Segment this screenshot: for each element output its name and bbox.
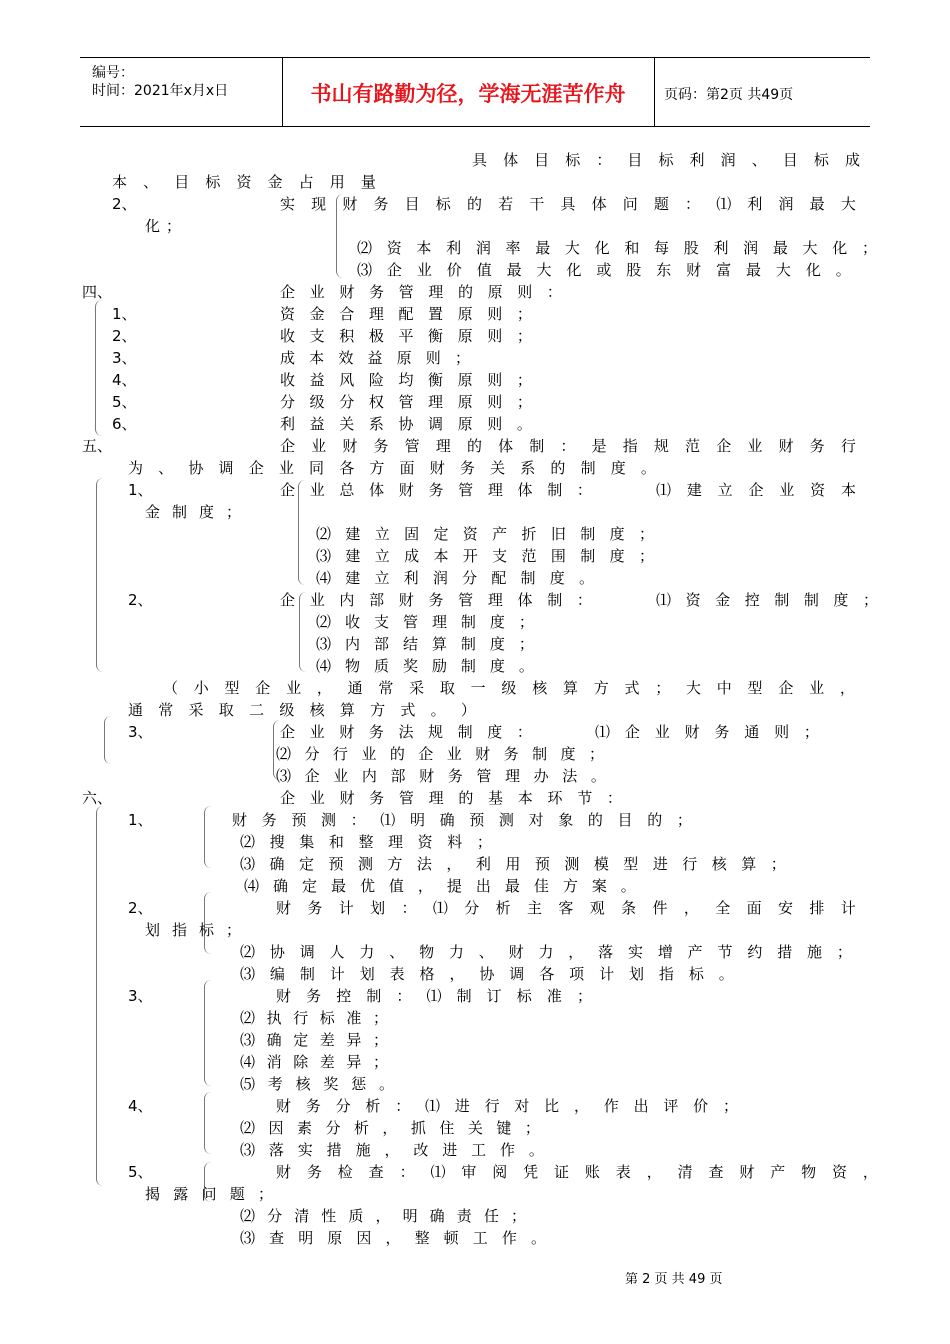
header-divider-2 [654,57,655,126]
body-text-line: ⑵ 收 支 管 理 制 度 ； [316,613,534,631]
item-number: 4、 [112,371,137,389]
body-text-line: ⑷ 物 质 奖 励 制 度 。 [316,657,534,675]
body-text-line: ⑷ 确 定 最 优 值 ， 提 出 最 佳 方 案 。 [244,877,636,895]
section-number: 五、 [82,437,113,455]
section-heading: 企 业 财 务 管 理 的 体 制 ： 是 指 规 范 企 业 财 务 行 [280,437,856,455]
body-text-line: ⑶ 落 实 措 施 ， 改 进 工 作 。 [240,1141,544,1159]
body-text-line: ⑴ 建 立 企 业 资 本 [656,481,856,499]
body-text-line: 企 业 总 体 财 务 管 理 体 制 ： [280,481,592,499]
body-text-line: 金 制 度 ； [145,503,241,521]
body-text-line: 企 业 财 务 法 规 制 度 ： [280,723,532,741]
body-text-line: ⑶ 建 立 成 本 开 支 范 围 制 度 ； [316,547,654,565]
body-text-line: ⑷ 建 立 利 润 分 配 制 度 。 [316,569,594,587]
body-text-line: ⑶ 查 明 原 因 ， 整 顿 工 作 。 [240,1229,546,1247]
body-text-line: ⑵ 因 素 分 析 ， 抓 住 关 键 ； [240,1119,540,1137]
body-text-line: 利 益 关 系 协 调 原 则 。 [280,415,532,433]
section-heading: 企 业 财 务 管 理 的 原 则 ： [280,283,562,301]
body-text-line: 揭 露 问 题 ； [145,1185,273,1203]
brace-decoration [204,980,211,1086]
body-text-line: ⑵ 分 行 业 的 企 业 财 务 制 度 ； [276,745,604,763]
item-number: 5、 [112,393,137,411]
item-number: 5、 [128,1163,153,1181]
item-number: 1、 [128,481,153,499]
item-number: 3、 [128,723,153,741]
brace-decoration [96,478,103,672]
body-text-line: 划 指 标 ； [145,921,241,939]
body-text-line: ⑵ 建 立 固 定 资 产 折 旧 制 度 ； [316,525,654,543]
header-top-rule [80,57,870,58]
brace-decoration [95,300,102,436]
document-number-label: 编号： [92,65,134,81]
body-text-line: 财 务 计 划 ： ⑴ 分 析 主 客 观 条 件 ， 全 面 安 排 计 [276,899,856,917]
section-number: 四、 [82,283,113,301]
body-text-line: 资 金 合 理 配 置 原 则 ； [280,305,532,323]
body-text-line: 具 体 目 标 ： 目 标 利 润 、 目 标 成 [472,151,860,169]
item-number: 2、 [112,195,137,213]
body-text-line: 财 务 预 测 ： ⑴ 明 确 预 测 对 象 的 目 的 ； [232,811,692,829]
page-number-label: 页码：第2页 共49页 [664,87,794,103]
brace-decoration [204,1092,211,1154]
body-text-line: ⑴ 企 业 财 务 通 则 ； [595,723,819,741]
body-text-line: ⑶ 确 定 预 测 方 法 ， 利 用 预 测 模 型 进 行 核 算 ； [240,855,786,873]
body-text-line: ⑶ 确 定 差 异 ； [240,1031,388,1049]
document-time-label: 时间：2021年x月x日 [92,83,229,99]
body-text-line: 财 务 控 制 ： ⑴ 制 订 标 准 ； [276,987,592,1005]
body-text-line: ⑴ 资 金 控 制 制 度 ； [656,591,878,609]
body-text-line: 成 本 效 益 原 则 ； [280,349,470,367]
body-text-line: 实 现 财 务 目 标 的 若 干 具 体 问 题 ： ⑴ 利 润 最 大 [280,195,856,213]
body-text-line: ⑶ 企 业 价 值 最 大 化 或 股 东 财 富 最 大 化 。 [357,261,851,279]
body-text-line: 化 ； [145,217,181,235]
body-text-line: 为 、 协 调 企 业 同 各 方 面 财 务 关 系 的 制 度 。 [128,459,656,477]
item-number: 6、 [112,415,137,433]
body-text-line: 财 务 分 析 ： ⑴ 进 行 对 比 ， 作 出 评 价 ； [276,1097,738,1115]
body-text-line: ⑶ 内 部 结 算 制 度 ； [316,635,534,653]
body-text-line: ⑵ 搜 集 和 整 理 资 料 ； [240,833,492,851]
brace-decoration [104,716,111,764]
section-heading: 企 业 财 务 管 理 的 基 本 环 节 ： [280,789,622,807]
body-text-line: ⑶ 企 业 内 部 财 务 管 理 办 法 。 [276,767,606,785]
body-text-line: 收 支 积 极 平 衡 原 则 ； [280,327,532,345]
body-text-line: ⑵ 资 本 利 润 率 最 大 化 和 每 股 利 润 最 大 化 ； [357,239,877,257]
body-text-line: 分 级 分 权 管 理 原 则 ； [280,393,532,411]
brace-decoration [204,806,211,868]
item-number: 2、 [128,591,153,609]
item-number: 4、 [128,1097,153,1115]
body-text-line: ⑵ 分 清 性 质 ， 明 确 责 任 ； [240,1207,526,1225]
header-motto: 书山有路勤为径，学海无涯苦作舟 [310,82,626,106]
body-text-line: ⑷ 消 除 差 异 ； [240,1053,388,1071]
body-text-line: 财 务 检 查 ： ⑴ 审 阅 凭 证 账 表 ， 清 查 财 产 物 资 ， [276,1163,878,1181]
body-text-line: ⑶ 编 制 计 划 表 格 ， 协 调 各 项 计 划 指 标 。 [240,965,734,983]
body-text-line: 通 常 采 取 二 级 核 算 方 式 。 ） [128,701,476,719]
item-number: 2、 [128,899,153,917]
item-number: 3、 [112,349,137,367]
footer-page-number: 第 2 页 共 49 页 [625,1272,723,1287]
body-text-line: （ 小 型 企 业 ， 通 常 采 取 一 级 核 算 方 式 ； 大 中 型 企 业 ， [163,679,855,697]
header-bottom-rule [80,126,870,127]
item-number: 2、 [112,327,137,345]
body-text-line: ⑵ 协 调 人 力 、 物 力 、 财 力 ， 落 实 增 产 节 约 措 施 ； [240,943,852,961]
item-number: 1、 [128,811,153,829]
item-number: 1、 [112,305,137,323]
section-number: 六、 [82,789,113,807]
body-text-line: ⑵ 执 行 标 准 ； [240,1009,388,1027]
body-text-line: 收 益 风 险 均 衡 原 则 ； [280,371,532,389]
body-text-line: 企 业 内 部 财 务 管 理 体 制 ： [280,591,592,609]
body-text-line: 本 、 目 标 资 金 占 用 量 [112,173,376,191]
item-number: 3、 [128,987,153,1005]
brace-decoration [96,806,103,1186]
body-text-line: ⑸ 考 核 奖 惩 。 [240,1075,394,1093]
